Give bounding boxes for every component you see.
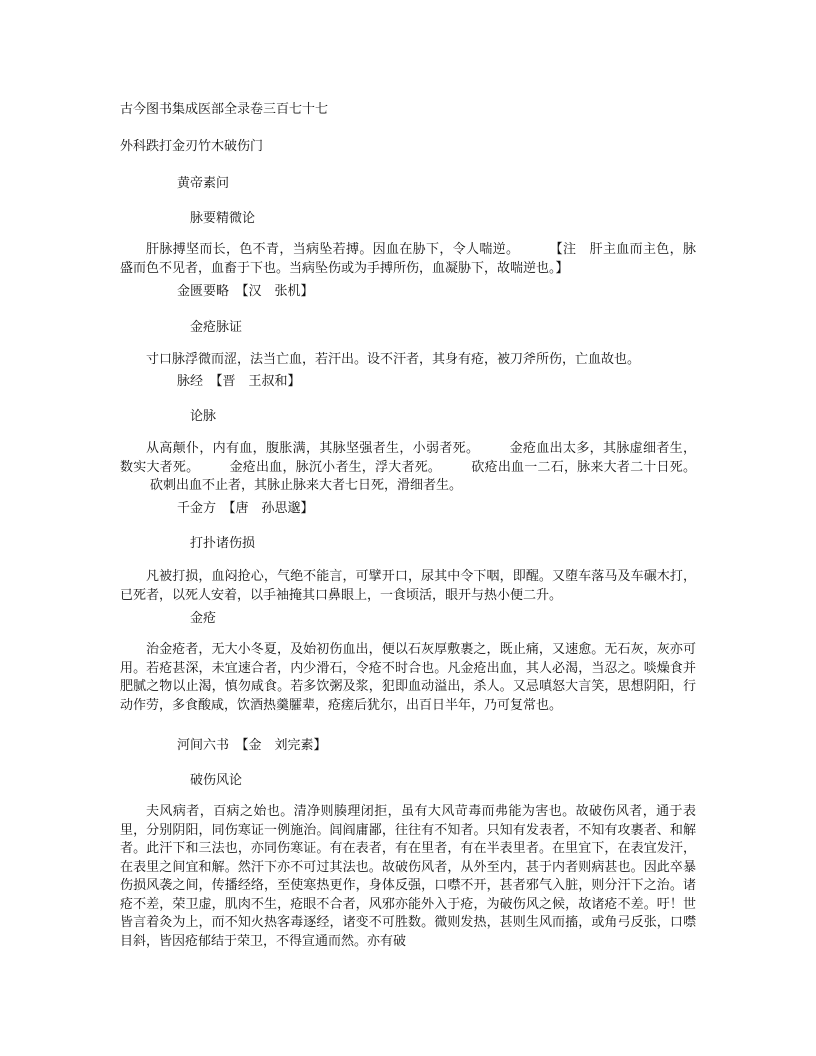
source-heading: 脉经 【晋 王叔和】 — [177, 374, 301, 389]
body-paragraph: 夫风病者，百病之始也。清净则腠理闭拒，虽有大风苛毒而弗能为害也。故破伤风者，通于表里，分别阴阳，同伤寒证一例施治。闾阎庸鄙，往往有不知者。只知有发表者，不知有攻裹者、和解者。此汗下和三法也，亦同伤寒证。有在表者，有在里者，有在半表里者。在里宜下，在表宜发汗，在表里之间宜和解。然汗下亦不可过其法也。故破伤风者，从外至内，甚于内者则病甚也。因此卒暴伤损风袭之间，传播经络，至使寒热更作，身体反强，口噤不开，甚者邪气入脏，则分汗下之治。诸疮不差，荣卫虚，肌肉不生，疮眼不合者，风邪亦能外入于疮，为破伤风之候，故诸疮不差。吁！世皆言着灸为上，而不知火热客毒逐经，诸变不可胜数。微则发热，甚则生风而搐，或角弓反张，口噤目斜，皆因疮郁结于荣卫，不得宣通而然。亦有破 — [120, 804, 696, 949]
body-text: 金疮出血，脉沉小者生，浮大者死。 — [229, 459, 442, 475]
annotation-note: 【注 肝主血而主色，脉盛而色不见者，血畜于下也。当病坠伤或为手搏所伤，血凝胁下，故喘逆也。】 — [120, 242, 696, 276]
body-text: 金疮血出太多，其脉虚细者生，数实大者死。 — [120, 441, 696, 475]
body-paragraph — [120, 241, 696, 278]
body-text: 砍刺出血不止者，其脉止脉来大者七日死，滑细者生。 — [150, 478, 463, 493]
body-text: 砍疮出血一二石，脉来大者二十日死。 — [471, 459, 696, 475]
chapter-heading: 打扑诸伤损 — [190, 536, 256, 551]
chapter-heading: 论脉 — [190, 409, 217, 424]
body-paragraph: 凡被打损，血闷抢心，气绝不能言，可擘开口，尿其中令下咽，即醒。又堕车落马及车碾木打，已死者，以死人安着，以手袖掩其口鼻眼上，一食顷活，眼开与热小便二升。 — [120, 569, 696, 603]
section-title: 外科跌打金刃竹木破伤门 — [120, 139, 264, 154]
chapter-heading: 破伤风论 — [190, 773, 243, 788]
source-heading: 金匮要略 【汉 张机】 — [177, 284, 314, 299]
body-paragraph: 寸口脉浮微而涩，法当亡血，若汗出。设不汗者，其身有疮，被刀斧所伤，亡血故也。 — [146, 352, 641, 367]
body-text: 肝脉搏坚而长，色不青，当病坠若搏。因血在胁下，令人喘逆。 — [146, 242, 520, 257]
chapter-heading: 金疮 — [190, 611, 217, 626]
body-text: 从高颠仆，内有血，腹胀满，其脉坚强者生，小弱者死。 — [146, 441, 480, 456]
source-heading: 河间六书 【金 刘完素】 — [177, 738, 327, 753]
body-paragraph — [120, 440, 696, 496]
source-heading: 千金方 【唐 孙思邈】 — [177, 501, 314, 516]
chapter-heading: 脉要精微论 — [190, 211, 256, 226]
chapter-heading: 金疮脉证 — [190, 320, 243, 335]
book-title: 古今图书集成医部全录卷三百七十七 — [120, 102, 329, 117]
source-heading: 黄帝素问 — [177, 176, 230, 191]
body-paragraph: 治金疮者，无大小冬夏，及始初伤血出，便以石灰厚敷裹之，既止痛，又速愈。无石灰，灰亦可用。若疮甚深，未宜速合者，内少滑石，令疮不时合也。凡金疮出血，其人必渴，当忍之。啖燥食并肥腻之物以止渴，慎勿咸食。若多饮粥及浆，犯即血动溢出，杀人。又忌嗔怒大言笑，思想阴阳，行动作劳，多食酸咸，饮酒热羹臛辈，疮瘥后犹尔，出百日半年，乃可复常也。 — [120, 642, 696, 713]
